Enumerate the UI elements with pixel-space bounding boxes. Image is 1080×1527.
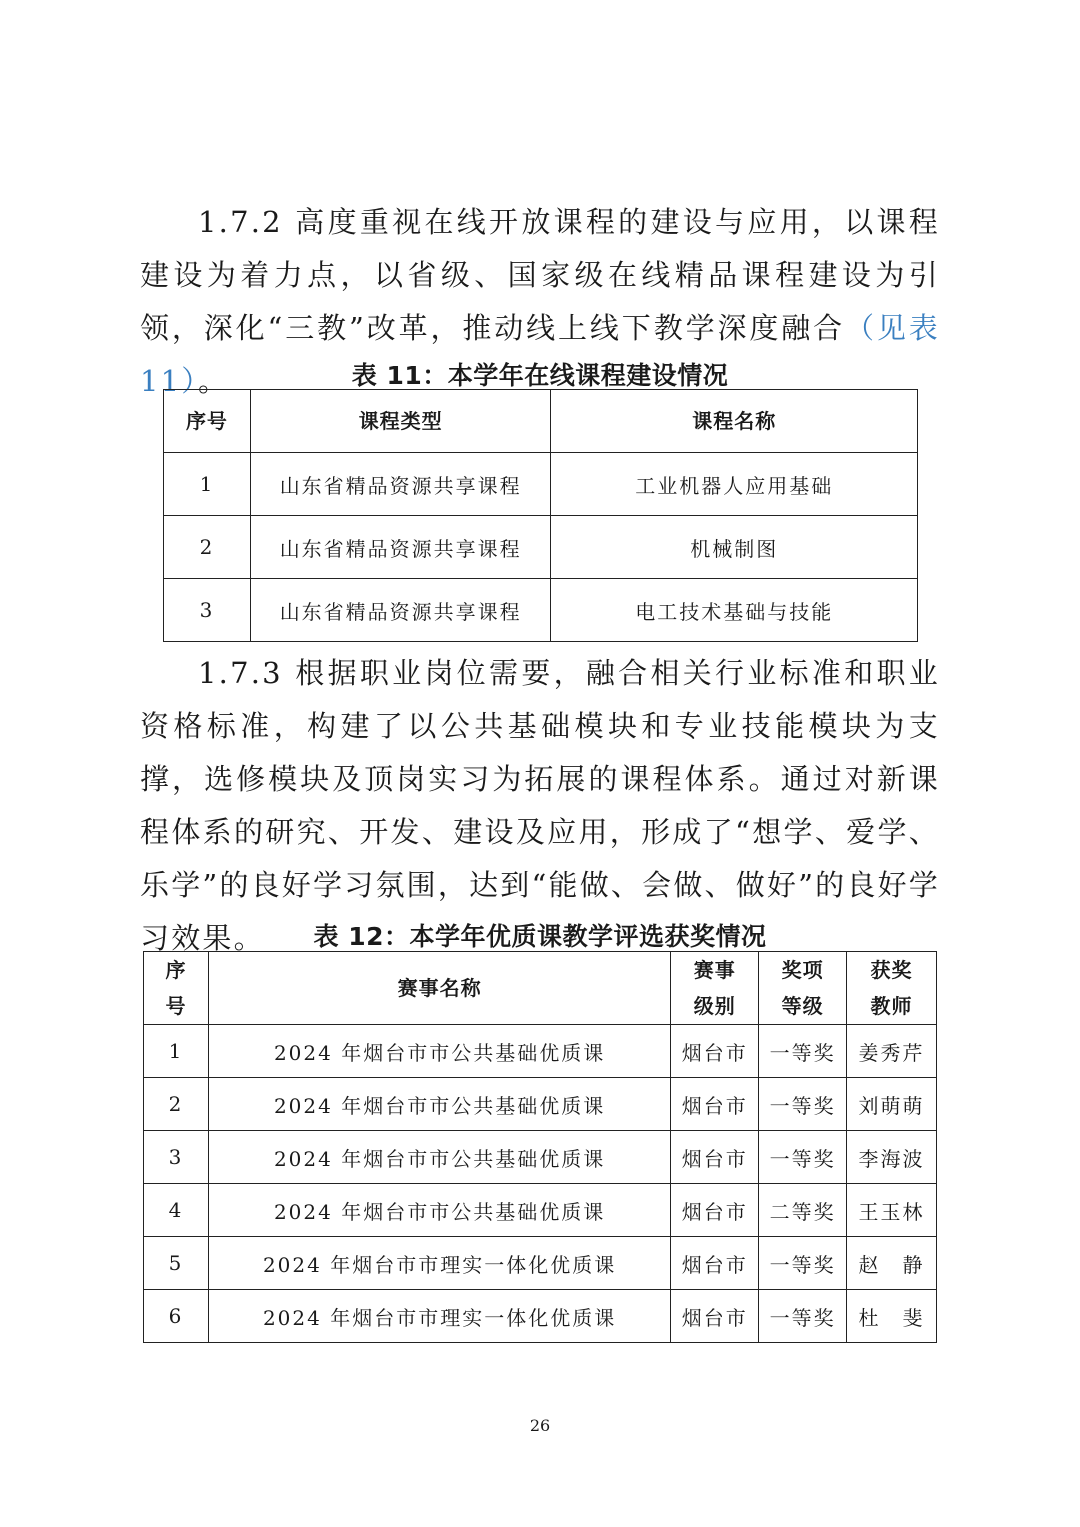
table-12-caption: 表 12：本学年优质课教学评选获奖情况 [313,922,767,951]
table-cell: 李海波 [847,1131,937,1184]
table-row [144,1290,937,1343]
table-cell: 机械制图 [551,516,918,579]
table-cell: 烟台市 [671,1290,759,1343]
table-cell: 2024 年烟台市市理实一体化优质课 [208,1237,670,1290]
table-cell: 一等奖 [759,1025,847,1078]
table-cell: 赵 静 [847,1237,937,1290]
table-cell: 工业机器人应用基础 [551,453,918,516]
table-12 [143,951,937,1343]
paragraph-1-7-2-text: 1.7.2 高度重视在线开放课程的建设与应用，以课程建设为着力点，以省级、国家级在线精品课程建设为引领，深化“三教”改革，推动线上线下教学深度融合 [140,205,940,345]
table-cell: 2 [144,1078,209,1131]
table-cell: 烟台市 [671,1025,759,1078]
table-12-header-cell: 奖项 等级 [759,952,847,1025]
paragraph-1-7-2-end: 。 [198,364,230,398]
table-cell: 2024 年烟台市市理实一体化优质课 [208,1290,670,1343]
table-row [144,1078,937,1131]
table-cell: 2024 年烟台市市公共基础优质课 [208,1078,670,1131]
table-row [144,1184,937,1237]
table-cell: 一等奖 [759,1290,847,1343]
table-cell: 山东省精品资源共享课程 [250,579,551,642]
table-11-header-cell: 序号 [164,390,251,453]
table-cell: 一等奖 [759,1131,847,1184]
table-cell: 山东省精品资源共享课程 [250,453,551,516]
table-cell: 2 [164,516,251,579]
table-cell: 姜秀芹 [847,1025,937,1078]
table-row [144,1025,937,1078]
table-12-header-cell: 赛事 级别 [671,952,759,1025]
table-cell: 二等奖 [759,1184,847,1237]
table-cell: 2024 年烟台市市公共基础优质课 [208,1184,670,1237]
table-cell: 刘萌萌 [847,1078,937,1131]
table-cell: 烟台市 [671,1078,759,1131]
table-12-header-cell: 获奖 教师 [847,952,937,1025]
table-12-header-cell: 序 号 [144,952,209,1025]
table-cell: 王玉林 [847,1184,937,1237]
table-cell: 烟台市 [671,1184,759,1237]
table-cell: 3 [164,579,251,642]
table-reference-link[interactable]: （见表 11） [140,311,940,398]
table-row [144,1131,937,1184]
table-cell: 一等奖 [759,1078,847,1131]
table-cell: 山东省精品资源共享课程 [250,516,551,579]
table-12-header-cell: 赛事名称 [208,952,670,1025]
table-cell: 一等奖 [759,1237,847,1290]
table-12-header-row [144,952,937,1025]
table-cell: 5 [144,1237,209,1290]
table-cell: 电工技术基础与技能 [551,579,918,642]
table-cell: 2024 年烟台市市公共基础优质课 [208,1131,670,1184]
table-cell: 杜 斐 [847,1290,937,1343]
table-cell: 6 [144,1290,209,1343]
table-row [144,1237,937,1290]
table-cell: 4 [144,1184,209,1237]
table-11-caption: 表 11：本学年在线课程建设情况 [351,361,729,390]
table-cell: 1 [164,453,251,516]
table-11-header-row [164,390,918,453]
table-row [164,579,918,642]
table-cell: 3 [144,1131,209,1184]
page-number: 26 [529,1416,551,1435]
table-row [164,453,918,516]
table-11-header-cell: 课程名称 [551,390,918,453]
table-11 [163,389,918,642]
table-11-header-cell: 课程类型 [250,390,551,453]
table-cell: 1 [144,1025,209,1078]
table-cell: 2024 年烟台市市公共基础优质课 [208,1025,670,1078]
table-cell: 烟台市 [671,1131,759,1184]
table-row [164,516,918,579]
table-cell: 烟台市 [671,1237,759,1290]
paragraph-1-7-3-text: 1.7.3 根据职业岗位需要，融合相关行业标准和职业资格标准，构建了以公共基础模块和专业技能模块为支撑，选修模块及顶岗实习为拓展的课程体系。通过对新课程体系的研究、开发、建设及应用，形成了“想学、爱学、乐学”的良好学习氛围，达到“能做、会做、做好”的良好学习效果。 [140,656,940,955]
